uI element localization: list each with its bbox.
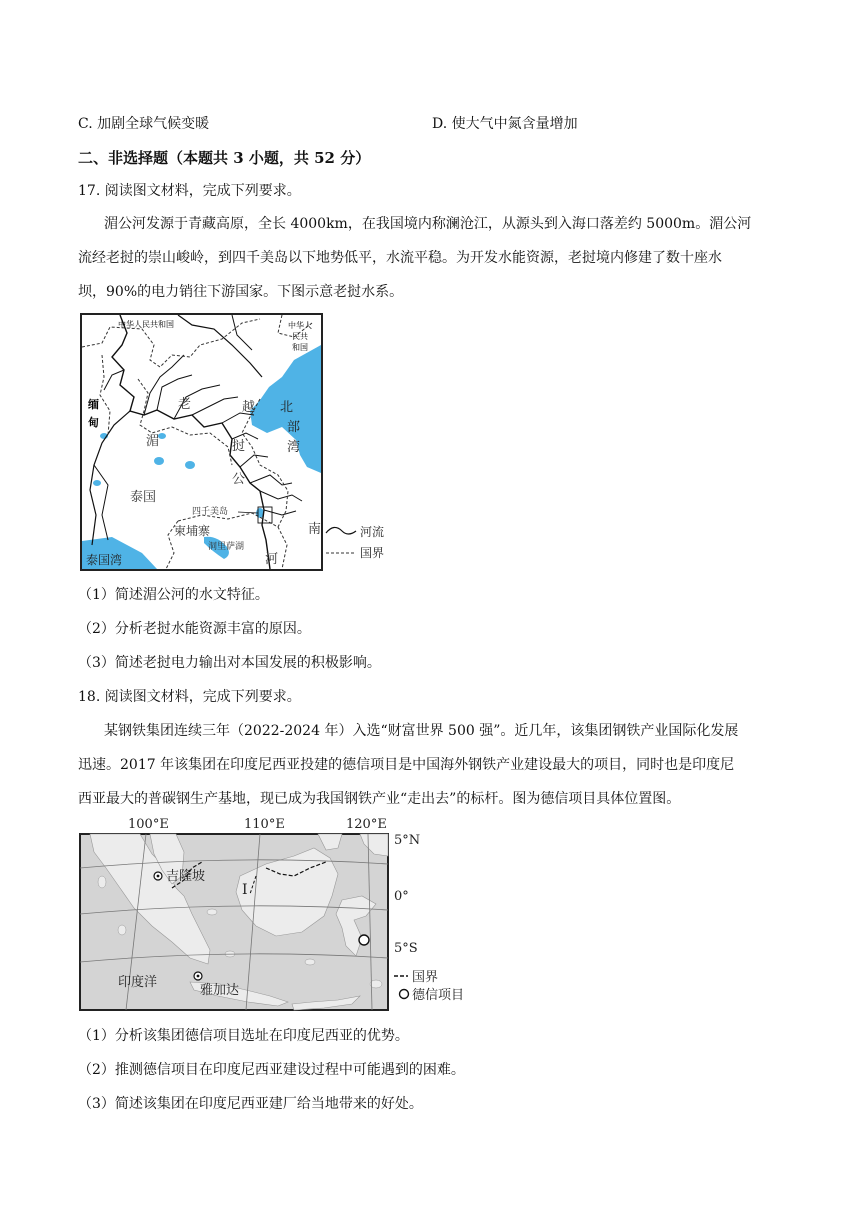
q17-question: （1）简述湄公河的水文特征。 [78, 587, 269, 603]
q17-para-line: 湄公河发源于青藏高原，全长 4000km，在我国境内称澜沧江，从源头到入海口落差约 5000m。湄公河 [104, 216, 752, 232]
lon-label: 110°E [244, 817, 285, 832]
label-gulf-thailand: 泰国湾 [86, 553, 123, 567]
label-nan: 南 [308, 522, 321, 537]
label-china-right: 中华人 [288, 321, 312, 330]
label-china-right: 民共 [292, 332, 308, 341]
label-gong: 公 [232, 472, 246, 487]
q17-question: （2）分析老挝水能资源丰富的原因。 [78, 621, 311, 637]
lat-label: 5°N [394, 833, 421, 848]
label-cambodia: 柬埔寨 [174, 524, 211, 538]
label-island-mark: I [242, 882, 248, 898]
label-wan: 湾 [287, 440, 301, 455]
legend-border-label: 国界 [412, 970, 439, 985]
legend-border-label: 国界 [360, 546, 385, 560]
lat-label: 0° [394, 889, 409, 904]
label-wo: 挝 [232, 439, 246, 454]
option-d: D. 使大气中氮含量增加 [432, 116, 578, 132]
legend-project-icon [400, 990, 409, 999]
legend-project-label: 德信项目 [412, 988, 465, 1003]
label-jakarta: 雅加达 [200, 983, 240, 998]
legend-river-label: 河流 [360, 525, 385, 539]
label-bu: 部 [287, 420, 301, 435]
q18-question: （3）简述该集团在印度尼西亚建厂给当地带来的好处。 [78, 1096, 423, 1112]
label-he: 河 [265, 552, 279, 567]
laos-map-legend [324, 519, 394, 565]
option-c: C. 加剧全球气候变暖 [78, 116, 210, 132]
legend-river-icon [326, 527, 356, 534]
laos-river-map [80, 313, 323, 571]
label-sipandon: 四千美岛 [192, 507, 229, 517]
lat-label: 5°S [394, 941, 418, 956]
q18-para-line: 西亚最大的普碳钢生产基地，现已成为我国钢铁产业“走出去”的标杆。图为德信项目具体位置图。 [78, 791, 681, 807]
indonesia-location-map [76, 814, 476, 1016]
label-china-top: 中华人民共和国 [118, 320, 174, 329]
label-mei: 湄 [146, 434, 160, 449]
label-thailand: 泰国 [130, 490, 157, 505]
q18-question: （2）推测德信项目在印度尼西亚建设过程中可能遇到的困难。 [78, 1062, 465, 1078]
label-china-right: 和国 [292, 343, 308, 352]
label-myanmar: 缅 [88, 398, 99, 411]
label-yue: 越 [242, 400, 256, 415]
project-marker-icon [359, 935, 369, 945]
label-tonle-sap: 洞里萨湖 [208, 542, 245, 552]
section-title: 二、非选择题（本题共 3 小题，共 52 分） [78, 149, 371, 167]
lon-label: 120°E [346, 817, 387, 832]
label-bei: 北 [280, 400, 294, 415]
q18-para-line: 迅速。2017 年该集团在印度尼西亚投建的德信项目是中国海外钢铁产业建设最大的项目，同时也是印度尼 [78, 757, 735, 773]
q17-para-line: 流经老挝的崇山峻岭，到四千美岛以下地势低平，水流平稳。为开发水能资源，老挝境内修建了数十座水 [78, 250, 722, 266]
label-myanmar: 甸 [88, 416, 99, 429]
q18-question: （1）分析该集团德信项目选址在印度尼西亚的优势。 [78, 1028, 409, 1044]
label-kuala-lumpur: 吉隆坡 [166, 869, 206, 884]
q17-prompt: 17. 阅读图文材料，完成下列要求。 [78, 183, 301, 199]
label-indian-ocean: 印度洋 [118, 975, 158, 990]
q18-prompt: 18. 阅读图文材料，完成下列要求。 [78, 689, 301, 705]
label-lao: 老 [178, 397, 192, 412]
q17-question: （3）简述老挝电力输出对本国发展的积极影响。 [78, 655, 381, 671]
q17-para-line: 坝，90%的电力销往下游国家。下图示意老挝水系。 [78, 284, 404, 300]
lon-label: 100°E [128, 817, 169, 832]
q18-para-line: 某钢铁集团连续三年（2022-2024 年）入选“财富世界 500 强”。近几年，该集团钢铁产业国际化发展 [104, 723, 739, 739]
